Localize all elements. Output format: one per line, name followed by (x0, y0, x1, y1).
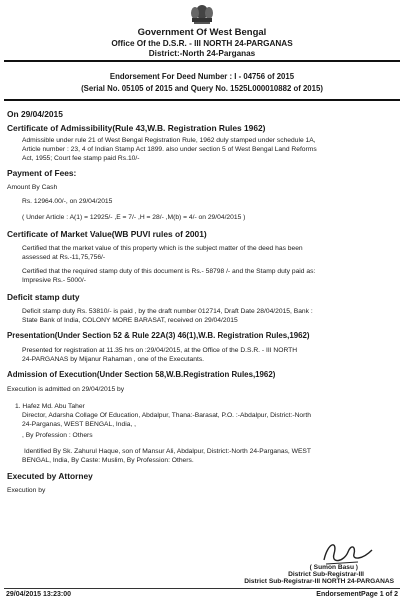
presentation-heading: Presentation(Under Section 52 & Rule 22A(3) 46(1),W.B. Registration Rules,1962) (7, 331, 310, 340)
fees-heading: Payment of Fees: (7, 168, 77, 178)
govt-title: Government Of West Bengal (137, 27, 267, 38)
deficit-line: Deficit stamp duty Rs. 53810/- is paid , by the draft number 012714, Draft Date 28/04/2015, Bank : (22, 308, 313, 315)
footer-page: EndorsementPage 1 of 2 (316, 591, 398, 598)
footer-divider (4, 588, 400, 589)
market-value-line: assessed at Rs.-11,75,756/- (22, 254, 106, 261)
office-title: Office Of the D.S.R. - III NORTH 24-PARGANAS (111, 39, 293, 48)
market-value-line: Certified that the market value of this property which is the subject matter of the deed has been (22, 245, 303, 252)
header-divider (4, 60, 400, 62)
market-value-heading: Certificate of Market Value(WB PUVI rules of 2001) (7, 229, 207, 239)
deficit-heading: Deficit stamp duty (7, 292, 80, 302)
admissibility-line: Admissible under rule 21 of West Bengal Registration Rule, 1962 duly stamped under schedule 1A, (22, 137, 316, 144)
attorney-heading: Executed by Attorney (7, 471, 93, 481)
endorsement-serial: (Serial No. 05105 of 2015 and Query No. 1525L000010882 of 2015) (81, 84, 323, 93)
admissibility-line: Article number : 23, 4 of Indian Stamp Act 1899. also under section 5 of West Bengal Land Reforms (22, 146, 317, 153)
deficit-line: State Bank of India, COLONY MORE BARASAT, received on 29/04/2015 (22, 317, 238, 324)
presentation-line: Presented for registration at 11.35 hrs on :29/04/2015, at the Office of the D.S.R. - III NORTH (22, 347, 298, 354)
identifier-line: BENGAL, India, By Caste: Muslim, By Profession: Others. (22, 457, 194, 464)
presentation-line: 24-PARGANAS by Mijanur Rahaman , one of the Executants. (22, 356, 205, 363)
admission-heading: Admission of Execution(Under Section 58,W.B.Registration Rules,1962) (7, 370, 276, 379)
admissibility-heading: Certificate of Admissibility(Rule 43,W.B. Registration Rules 1962) (7, 123, 266, 133)
executant-profession: , By Profession : Others (22, 432, 93, 439)
registrar-office: District Sub-Registrar-III NORTH 24-PARGANAS (244, 578, 394, 585)
stamp-duty-line: Impresive Rs.- 5000/- (22, 277, 86, 284)
fees-breakdown: ( Under Article : A(1) = 12925/- ,E = 7/- ,H = 28/- ,M(b) = 4/- on 29/04/2015 ) (22, 214, 246, 221)
district-title: District:-North 24-Parganas (148, 49, 256, 58)
executant-details: 24-Parganas, WEST BENGAL, India, , (22, 421, 136, 428)
identifier-line: Identified By Sk. Zahurul Haque, son of Mansur Ali, Abdalpur, District:-North 24-Parganas, WEST (24, 448, 311, 455)
admissibility-line: Act, 1955; Court fee stamp paid Rs.10/- (22, 155, 140, 162)
fees-amount: Rs. 12964.00/-, on 29/04/2015 (22, 198, 113, 205)
executant-details: Director, Adarsha Collage Of Education, Abdalpur, Thana:-Barasat, P.O. :-Abdalpur, District:-North (22, 412, 311, 419)
executant-name: 1. Hafez Md. Abu Taher (15, 403, 85, 410)
registrar-title: District Sub-Registrar-III (288, 571, 364, 578)
admission-date: Execution is admitted on 29/04/2015 by (7, 386, 125, 393)
fees-mode: Amount By Cash (7, 184, 58, 191)
endorsement-title: Endorsement For Deed Number : I - 04756 of 2015 (109, 72, 295, 81)
footer-timestamp: 29/04/2015 13:23:00 (6, 591, 71, 598)
stamp-duty-line: Certified that the required stamp duty of this document is Rs.- 58798 /- and the Stamp duty paid as: (22, 268, 316, 275)
registrar-name: ( Sumon Basu ) (309, 564, 358, 571)
attorney-line: Execution by (7, 487, 46, 494)
date-heading: On 29/04/2015 (7, 109, 63, 119)
state-emblem-icon (184, 3, 220, 25)
endorsement-divider (4, 99, 400, 101)
